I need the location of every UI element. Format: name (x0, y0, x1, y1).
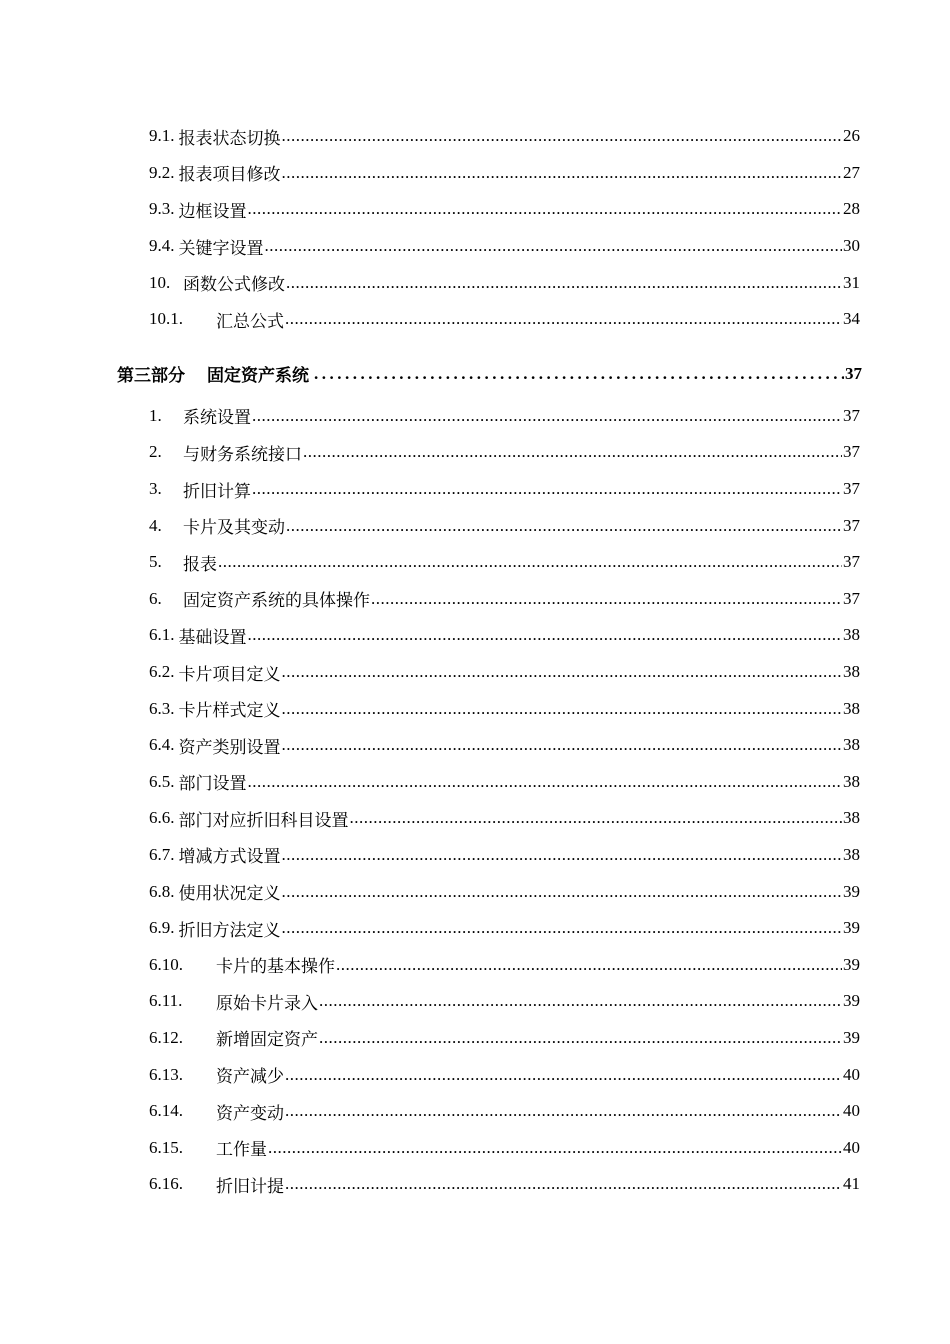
table-of-contents (0, 118, 950, 1203)
toc-entry-number: 6.12. (149, 1027, 183, 1047)
toc-entry-title: 关键字设置 (178, 238, 264, 258)
toc-entry-6-8[interactable] (149, 873, 860, 910)
toc-dot-leader (282, 918, 843, 938)
toc-entry-number: 6.10. (149, 954, 183, 974)
toc-entry-6-13[interactable] (149, 1056, 860, 1093)
toc-entry-title: 报表状态切换 (178, 128, 281, 148)
toc-entry-6-16[interactable] (149, 1166, 860, 1203)
toc-entry-page: 38 (843, 844, 860, 864)
toc-entry-page: 40 (843, 1137, 860, 1157)
toc-entry-4[interactable] (149, 507, 860, 544)
toc-entry-6-12[interactable] (149, 1020, 860, 1057)
toc-entry-page: 34 (843, 309, 860, 329)
toc-entry-title: 原始卡片录入 (216, 993, 318, 1013)
toc-entry-number: 9.1. (149, 126, 175, 146)
toc-entry-title: 资产变动 (216, 1103, 284, 1123)
toc-part-number: 第三部分 (117, 366, 185, 386)
toc-entry-6[interactable] (149, 581, 860, 618)
toc-entry-page: 40 (843, 1101, 860, 1121)
toc-entry-10-1[interactable] (149, 301, 860, 338)
toc-entry-page: 26 (843, 126, 860, 146)
toc-entry-title: 报表 (183, 554, 217, 574)
toc-entry-title: 固定资产系统的具体操作 (183, 591, 370, 611)
toc-entry-page: 39 (843, 881, 860, 901)
toc-entry-9-2[interactable] (149, 155, 860, 192)
toc-entry-page: 38 (843, 625, 860, 645)
toc-entry-9-1[interactable] (149, 118, 860, 155)
toc-entry-number: 6. (149, 588, 162, 608)
toc-entry-title: 折旧计提 (216, 1176, 284, 1196)
toc-entry-page: 28 (843, 199, 860, 219)
toc-entry-page: 38 (843, 698, 860, 718)
toc-entry-6-14[interactable] (149, 1093, 860, 1130)
toc-entry-6-11[interactable] (149, 983, 860, 1020)
toc-dot-leader (336, 955, 842, 975)
toc-dot-leader (282, 845, 843, 865)
toc-dot-leader (303, 442, 842, 462)
toc-entry-number: 9.3. (149, 199, 175, 219)
toc-entry-number: 2. (149, 442, 162, 462)
toc-dot-leader (282, 735, 843, 755)
toc-entry-10[interactable] (149, 264, 860, 301)
toc-entry-title: 工作量 (216, 1140, 267, 1160)
toc-entry-number: 6.1. (149, 625, 175, 645)
toc-entry-page: 39 (843, 954, 860, 974)
toc-entry-page: 27 (843, 162, 860, 182)
toc-dot-leader (282, 163, 843, 183)
toc-entry-number: 9.2. (149, 162, 175, 182)
toc-entry-page: 39 (843, 991, 860, 1011)
toc-entry-number: 6.5. (149, 771, 175, 791)
toc-dot-leader (268, 1138, 842, 1158)
toc-dot-leader (286, 273, 842, 293)
toc-entry-title: 部门对应折旧科目设置 (178, 810, 349, 830)
toc-entry-page: 37 (843, 442, 860, 462)
toc-entry-9-3[interactable] (149, 191, 860, 228)
toc-entry-title: 卡片样式定义 (178, 701, 281, 721)
toc-entry-number: 5. (149, 552, 162, 572)
toc-entry-6-10[interactable] (149, 946, 860, 983)
toc-dot-leader (350, 808, 843, 828)
toc-entry-number: 6.6. (149, 808, 175, 828)
toc-entry-title: 资产减少 (216, 1067, 284, 1087)
toc-entry-title: 报表项目修改 (178, 165, 281, 185)
toc-entry-page: 38 (843, 808, 860, 828)
toc-entry-9-4[interactable] (149, 228, 860, 265)
toc-entry-number: 3. (149, 479, 162, 499)
toc-entry-2[interactable] (149, 434, 860, 471)
toc-entry-number: 10. (149, 272, 171, 292)
toc-dot-leader (285, 309, 842, 329)
toc-entry-page: 38 (843, 771, 860, 791)
toc-entry-6-4[interactable] (149, 727, 860, 764)
toc-entry-title: 系统设置 (183, 408, 251, 428)
toc-entry-page: 40 (843, 1064, 860, 1084)
toc-entry-number: 6.16. (149, 1174, 183, 1194)
toc-entry-number: 6.4. (149, 735, 175, 755)
toc-entry-6-3[interactable] (149, 690, 860, 727)
toc-dot-leader (285, 1065, 842, 1085)
toc-entry-page: 37 (843, 588, 860, 608)
toc-entry-number: 6.9. (149, 918, 175, 938)
toc-entry-6-15[interactable] (149, 1129, 860, 1166)
toc-entry-6-1[interactable] (149, 617, 860, 654)
toc-entry-title: 卡片项目定义 (178, 664, 281, 684)
toc-entry-1[interactable] (149, 398, 860, 435)
toc-entry-number: 9.4. (149, 236, 175, 256)
toc-entry-title: 与财务系统接口 (183, 444, 302, 464)
toc-dot-leader (282, 126, 843, 146)
toc-entry-number: 6.8. (149, 881, 175, 901)
toc-entry-page: 37 (843, 552, 860, 572)
toc-entry-6-9[interactable] (149, 910, 860, 947)
toc-dot-leader (252, 406, 842, 426)
toc-entry-page: 37 (843, 515, 860, 535)
toc-dot-leader (248, 199, 843, 219)
toc-entry-title: 卡片及其变动 (183, 518, 285, 538)
toc-dot-leader (286, 516, 842, 536)
toc-entry-page: 38 (843, 662, 860, 682)
toc-dot-leader (248, 625, 843, 645)
toc-entry-page: 39 (843, 1027, 860, 1047)
toc-dot-leader (285, 1174, 842, 1194)
toc-entry-number: 6.15. (149, 1137, 183, 1157)
toc-dot-leader (282, 699, 843, 719)
toc-entry-title: 新增固定资产 (216, 1030, 318, 1050)
toc-entry-3[interactable] (149, 471, 860, 508)
toc-entry-page: 30 (843, 236, 860, 256)
toc-entry-number: 6.3. (149, 698, 175, 718)
toc-entry-title: 基础设置 (178, 627, 247, 647)
toc-entry-page: 41 (843, 1174, 860, 1194)
toc-entry-title: 边框设置 (178, 201, 247, 221)
toc-entry-title: 使用状况定义 (178, 884, 281, 904)
toc-entry-6-5[interactable] (149, 764, 860, 801)
toc-dot-leader (371, 589, 842, 609)
toc-dot-leader (314, 364, 844, 384)
toc-dot-leader (218, 552, 842, 572)
toc-entry-number: 1. (149, 405, 162, 425)
toc-entry-number: 6.14. (149, 1101, 183, 1121)
toc-dot-leader (248, 772, 843, 792)
toc-entry-page: 37 (843, 479, 860, 499)
toc-entry-number: 6.11. (149, 991, 183, 1011)
toc-entry-number: 6.13. (149, 1064, 183, 1084)
toc-entry-title: 折旧计算 (183, 481, 251, 501)
toc-entry-page: 39 (843, 918, 860, 938)
toc-entry-number: 10.1. (149, 309, 183, 329)
toc-entry-5[interactable] (149, 544, 860, 581)
toc-entry-6-7[interactable] (149, 837, 860, 874)
toc-dot-leader (252, 479, 842, 499)
toc-entry-title: 卡片的基本操作 (216, 957, 335, 977)
toc-dot-leader (282, 662, 843, 682)
toc-dot-leader (285, 1101, 842, 1121)
toc-entry-title: 折旧方法定义 (178, 920, 281, 940)
toc-part-page: 37 (845, 363, 862, 383)
toc-entry-title: 汇总公式 (216, 311, 284, 331)
toc-entry-page: 38 (843, 735, 860, 755)
toc-dot-leader (319, 1028, 842, 1048)
toc-entry-number: 6.2. (149, 662, 175, 682)
toc-entry-number: 6.7. (149, 844, 175, 864)
toc-entry-page: 31 (843, 272, 860, 292)
toc-dot-leader (265, 236, 843, 256)
toc-dot-leader (282, 882, 843, 902)
toc-entry-title: 增减方式设置 (178, 847, 281, 867)
toc-entry-6-2[interactable] (149, 654, 860, 691)
toc-part-title: 固定资产系统 (207, 366, 309, 386)
toc-entry-title: 资产类别设置 (178, 737, 281, 757)
toc-part-heading[interactable] (117, 352, 862, 396)
toc-entry-title: 函数公式修改 (183, 275, 285, 295)
toc-entry-title: 部门设置 (178, 774, 247, 794)
toc-entry-page: 37 (843, 405, 860, 425)
toc-dot-leader (319, 991, 842, 1011)
toc-entry-number: 4. (149, 515, 162, 535)
toc-entry-6-6[interactable] (149, 800, 860, 837)
